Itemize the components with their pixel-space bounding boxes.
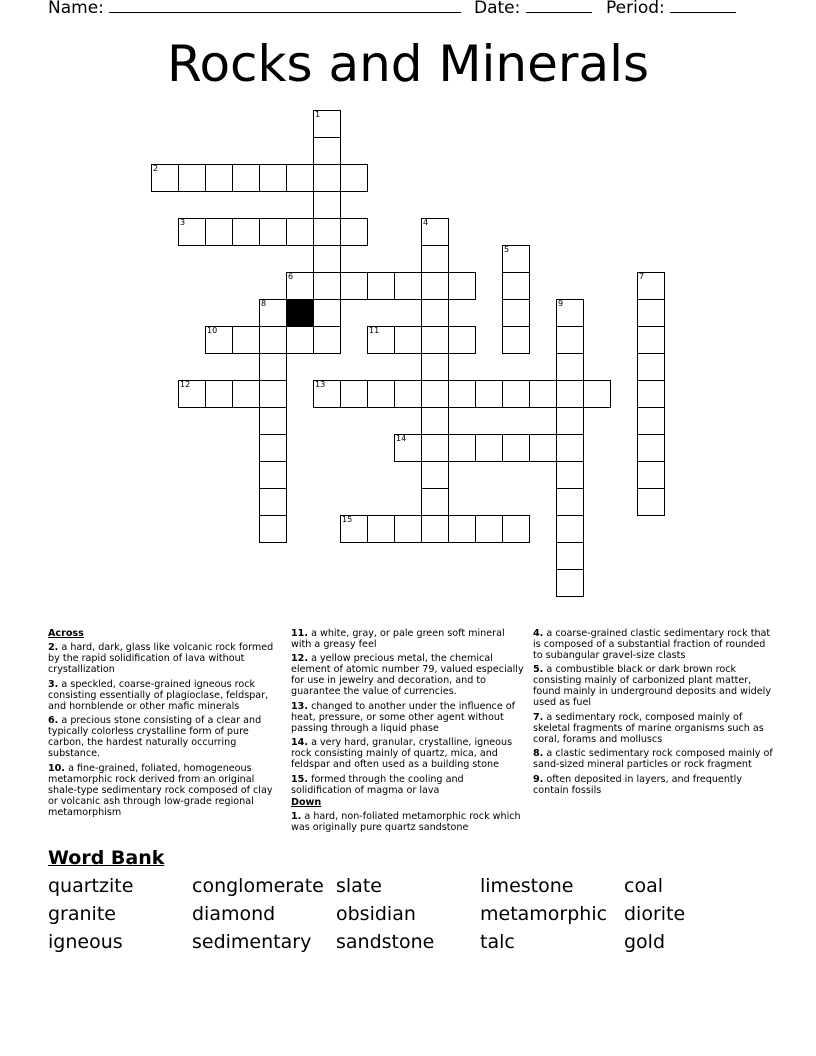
word-bank [48,874,808,964]
crossword-cell[interactable] [286,326,314,354]
down-heading: Down [291,796,322,808]
clues-column-3 [533,628,773,799]
crossword-cell[interactable] [313,380,341,408]
clue-down-4: 4. a coarse-grained clastic sedimentary rock that is composed of a substantial fraction of rounded to subangular gravel-size clasts [533,628,771,661]
crossword-cell[interactable] [448,380,476,408]
clue-number: 8 [261,299,267,308]
clue-number: 15 [342,515,353,524]
clue-number: 1 [315,110,321,119]
clue-number: 9 [558,299,564,308]
crossword-cell[interactable] [259,326,287,354]
crossword-cell[interactable] [475,434,503,462]
clue-down-7: 7. a sedimentary rock, composed mainly of skeletal fragments of marine organisms such as coral, forams and molluscs [533,711,764,745]
clue-number: 7 [639,272,645,281]
word-bank-item: quartzite [48,875,134,897]
crossword-cell[interactable] [448,326,476,354]
crossword-cell[interactable] [259,164,287,192]
clue-across-6: 6. a precious stone consisting of a clear and typically colorless crystalline form of pure carbon, the hardest naturally occurring substance. [48,715,262,760]
crossword-cell[interactable] [502,299,530,327]
crossword-cell[interactable] [637,299,665,327]
crossword-cell[interactable] [421,218,449,246]
crossword-cell[interactable] [394,515,422,543]
crossword-cell[interactable] [205,326,233,354]
crossword-cell[interactable] [448,434,476,462]
crossword-cell[interactable] [556,407,584,435]
crossword-cell[interactable] [313,326,341,354]
crossword-cell[interactable] [475,380,503,408]
clue-across-13: 13. changed to another under the influence of heat, pressure, or some other agent without passing through a liquid phase [291,700,516,734]
crossword-cell[interactable] [502,380,530,408]
clue-number: 13 [315,380,326,389]
word-bank-item: sedimentary [192,931,312,953]
crossword-cell[interactable] [259,461,287,489]
crossword-cell[interactable] [421,380,449,408]
crossword-cell[interactable] [502,245,530,273]
clue-number: 5 [504,245,510,254]
crossword-cell[interactable] [556,488,584,516]
clue-down-1: 1. a hard, non-foliated metamorphic rock which was originally pure quartz sandstone [291,810,521,833]
clue-across-14: 14. a very hard, granular, crystalline, igneous rock consisting mainly of quartz, mica, and feldspar and often used as a building stone [291,737,513,771]
crossword-cell[interactable] [340,218,368,246]
word-bank-item: igneous [48,931,123,953]
crossword-cell[interactable] [259,407,287,435]
crossword-cell[interactable] [556,515,584,543]
crossword-cell[interactable] [502,272,530,300]
crossword-cell[interactable] [286,218,314,246]
crossword-cell[interactable] [232,326,260,354]
crossword-cell[interactable] [637,272,665,300]
crossword-cell[interactable] [394,380,422,408]
crossword-cell[interactable] [475,515,503,543]
crossword-cell[interactable] [421,272,449,300]
word-bank-item: coal [624,875,663,897]
crossword-cell[interactable] [529,434,557,462]
crossword-cell[interactable] [259,488,287,516]
crossword-cell[interactable] [502,515,530,543]
crossword-cell[interactable] [637,434,665,462]
crossword-cell[interactable] [313,272,341,300]
crossword-cell[interactable] [232,164,260,192]
date-label: Date: [474,0,521,18]
clue-number: 3 [180,218,186,227]
crossword-cell[interactable] [367,272,395,300]
word-bank-title: Word Bank [48,847,165,869]
crossword-cell[interactable] [313,191,341,219]
crossword-cell[interactable] [394,326,422,354]
crossword-cell[interactable] [421,353,449,381]
word-bank-item: metamorphic [480,903,608,925]
crossword-cell[interactable] [502,434,530,462]
crossword-cell[interactable] [286,272,314,300]
crossword-cell[interactable] [205,164,233,192]
word-bank-item: sandstone [336,931,435,953]
word-bank-item: diorite [624,903,686,925]
crossword-cell[interactable] [502,326,530,354]
crossword-cell[interactable] [421,488,449,516]
clue-number: 14 [396,434,407,443]
clue-number: 2 [153,164,159,173]
crossword-cell[interactable] [313,137,341,165]
crossword-cell[interactable] [556,434,584,462]
crossword-cell[interactable] [556,299,584,327]
page-title: Rocks and Minerals [166,35,650,93]
crossword-cell[interactable] [637,326,665,354]
crossword-cell[interactable] [583,380,611,408]
clue-across-2: 2. a hard, dark, glass like volcanic rock formed by the rapid solidification of lava without crystallization [48,642,274,676]
crossword-cell[interactable] [421,434,449,462]
crossword-cell[interactable] [340,272,368,300]
clue-number: 6 [288,272,294,281]
clue-across-12: 12. a yellow precious metal, the chemical element of atomic number 79, valued especially for use in jewelry and decoration, and to guarantee the value of currencies. [291,653,524,698]
crossword-cell[interactable] [340,380,368,408]
crossword-cell[interactable] [340,515,368,543]
word-bank-item: slate [336,875,382,897]
crossword-cell[interactable] [178,380,206,408]
crossword-cell[interactable] [394,434,422,462]
crossword-cell[interactable] [205,218,233,246]
word-bank-item: talc [480,931,515,953]
crossword-cell[interactable] [313,299,341,327]
crossword-black-square [286,299,314,327]
clue-across-3: 3. a speckled, coarse-grained igneous rock consisting essentially of plagioclase, feldspar, and hornblende or other mafic minerals [48,678,269,712]
crossword-cell[interactable] [556,569,584,597]
crossword-cell[interactable] [556,326,584,354]
clue-down-9: 9. often deposited in layers, and frequently contain fossils [533,773,743,796]
crossword-cell[interactable] [232,380,260,408]
clue-number: 4 [423,218,429,227]
crossword-cell[interactable] [259,434,287,462]
crossword-cell[interactable] [151,164,179,192]
crossword-cell[interactable] [259,353,287,381]
crossword-cell[interactable] [421,245,449,273]
word-bank-item: granite [48,903,116,925]
crossword-cell[interactable] [421,326,449,354]
crossword-cell[interactable] [313,164,341,192]
clues-column-2 [291,628,527,836]
crossword-cell[interactable] [367,380,395,408]
word-bank-item: diamond [192,903,276,925]
crossword-cell[interactable] [556,353,584,381]
crossword-cell[interactable] [232,218,260,246]
crossword-cell[interactable] [421,461,449,489]
crossword-cell[interactable] [259,515,287,543]
word-bank-item: conglomerate [192,875,324,897]
crossword-cell[interactable] [394,272,422,300]
clue-number: 12 [180,380,191,389]
clue-down-8: 8. a clastic sedimentary rock composed mainly of sand-sized mineral particles or rock fragment [533,748,773,771]
clue-number: 10 [207,326,218,335]
crossword-cell[interactable] [637,380,665,408]
word-bank-item: obsidian [336,903,416,925]
word-bank-item: gold [624,931,666,953]
crossword-cell[interactable] [367,515,395,543]
crossword-cell[interactable] [259,380,287,408]
crossword-cell[interactable] [637,407,665,435]
name-label: Name: [48,0,104,18]
crossword-cell[interactable] [259,299,287,327]
clue-across-11: 11. a white, gray, or pale green soft mineral with a greasy feel [291,628,505,650]
crossword-cell[interactable] [367,326,395,354]
crossword-cell[interactable] [637,461,665,489]
word-bank-item: limestone [480,875,574,897]
crossword-cell[interactable] [637,353,665,381]
clues-column-1 [48,628,280,821]
crossword-cell[interactable] [556,380,584,408]
crossword-cell[interactable] [313,110,341,138]
clue-number: 11 [369,326,380,335]
across-heading: Across [48,628,84,639]
clue-down-5: 5. a combustible black or dark brown rock consisting mainly of carbonized plant matter, found mainly in underground deposits and widely used as fuel [533,664,771,709]
crossword-cell[interactable] [286,164,314,192]
crossword-cell[interactable] [421,299,449,327]
crossword-cell[interactable] [448,515,476,543]
crossword-cell[interactable] [205,380,233,408]
crossword-cell[interactable] [340,164,368,192]
crossword-cell[interactable] [421,515,449,543]
crossword-cell[interactable] [313,218,341,246]
crossword-cell[interactable] [178,164,206,192]
clue-across-15: 15. formed through the cooling and solidification of magma or lava [291,773,464,796]
crossword-cell[interactable] [259,218,287,246]
period-label: Period: [606,0,665,18]
crossword-cell[interactable] [313,245,341,273]
crossword-cell[interactable] [178,218,206,246]
crossword-cell[interactable] [421,407,449,435]
crossword-cell[interactable] [637,488,665,516]
crossword-cell[interactable] [529,380,557,408]
crossword-cell[interactable] [556,542,584,570]
clue-across-10: 10. a fine-grained, foliated, homogeneous metamorphic rock derived from an original shale-type sedimentary rock composed of clay or volcanic ash through low-grade regional metamorphism [48,762,273,818]
crossword-cell[interactable] [556,461,584,489]
crossword-cell[interactable] [448,272,476,300]
